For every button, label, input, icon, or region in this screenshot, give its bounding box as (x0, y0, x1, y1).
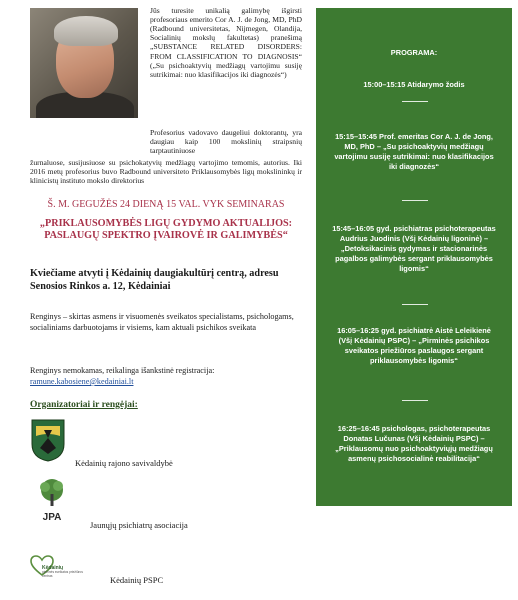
photo-hair (54, 16, 118, 46)
registration-text: Renginys nemokamas, reikalinga išankstinė registracija: (30, 366, 215, 375)
speaker-photo (30, 8, 138, 118)
intro-paragraph-3: žurnaluose, susijusiuose su psichokatyvių medžiagų vartojimo temomis, autorius. Iki 2016 metų profesorius buvo Radbound universiteto Priklausomybės ligų mokslininkų ir klinicistų instituto mokslo direktorius (30, 158, 302, 186)
program-title: PROGRAMA: (390, 48, 438, 57)
program-divider (402, 200, 428, 201)
organizer-name: Kėdainių PSPC (110, 575, 164, 585)
jpa-tree-icon (34, 478, 70, 508)
organizer-name: Kėdainių rajono savivaldybė (75, 458, 173, 468)
pspc-logo-text: Kėdainių (42, 565, 64, 571)
program-item: 15:00–15:15 Atidarymo žodis (363, 80, 465, 89)
program-item: 16:05–16:25 gyd. psichiatrė Aistė Leleikienė (Všį Kėdainių PSPC) – „Pirminės psichikos sveikatos priežiūros paslaugos sergant priklausomybės ligomis“ (337, 326, 491, 365)
audience-text: Renginys – skirtas asmens ir visuomenės sveikatos specialistams, psichologams, socialiniams darbuotojams ir visiems, kam aktuali psichikos sveikata (30, 312, 294, 332)
kedainiai-pspc-logo (30, 555, 90, 589)
intro-paragraph: Jūs turesite unikalią galimybę išgirsti profesoriaus emerito Cor A. J. de Jong, MD, PhD (Radbound universitetas, Nijmegen, Olandija, Socialinių mokslų fakultetas) pranešimą „SUBSTANCE RELATED DISORDERS: FROM CLASSIFICATION TO DIAGNOSIS“ („Su psichoaktyvių medžiagų vartojimu susiję sutrikimai: nuo klasifikacijos iki diagnozės“) (150, 6, 302, 79)
invite-text: Kviečiame atvyti į Kėdainių daugiakultūrį centrą, adresu Senosios Rinkos a. 12, Kėdainiai (30, 268, 279, 292)
jpa-logo-icon (34, 478, 70, 523)
program-item: 15:45–16:05 gyd. psichiatras psichoterapeutas Audrius Juodinis (Všį Kėdainių ligoninė) – „Detoksikacinis gydymas ir stacionarinės pagalbos galimybės sergant priklausomybės ligomis“ (332, 224, 496, 273)
program-item: 16:25–16:45 psichologas, psichoterapeutas Donatas Lučunas (Všį Kėdainių PSPC) – „Priklausomų nuo psichoaktyviųjų medžiagų asmenų psichosocialinė reabilitacija“ (335, 424, 493, 463)
program-item: 15:15–15:45 Prof. emeritas Cor A. J. de Jong, MD, PhD – „Su psichoaktyvių medžiagų vartojimu susiję sutrikimai: nuo klasifikacijos iki diagnozės“ (334, 132, 494, 171)
jpa-logo-text: JPA (42, 512, 62, 523)
registration-email-link[interactable]: ramune.kabosiene@kedainiai.lt (30, 377, 134, 386)
pspc-logo-subtext: pirminės sveikatos priežiūros centras (42, 570, 83, 578)
organizer-name: Jaunųjų psichiatrų asociacija (90, 520, 188, 530)
kedainiai-crest-icon (30, 418, 66, 462)
seminar-date: Š. M. GEGUŽĖS 24 DIENĄ 15 VAL. VYK SEMINARAS (47, 199, 285, 210)
organizers-heading: Organizatoriai ir rengėjai: (30, 400, 138, 410)
program-panel (316, 8, 512, 506)
program-divider (402, 101, 428, 102)
seminar-title: „PRIKLAUSOMYBĖS LIGŲ GYDYMO AKTUALIJOS: PASLAUGŲ SPEKTRO ĮVAIROVĖ IR GALIMYBĖS“ (39, 218, 293, 242)
intro-paragraph-2: Profesorius vadovavo daugeliui doktorantų, yra daugiau kaip 100 mokslinių straipsnių tarptautiniuose (150, 128, 302, 156)
program-divider (402, 400, 428, 401)
program-divider (402, 304, 428, 305)
